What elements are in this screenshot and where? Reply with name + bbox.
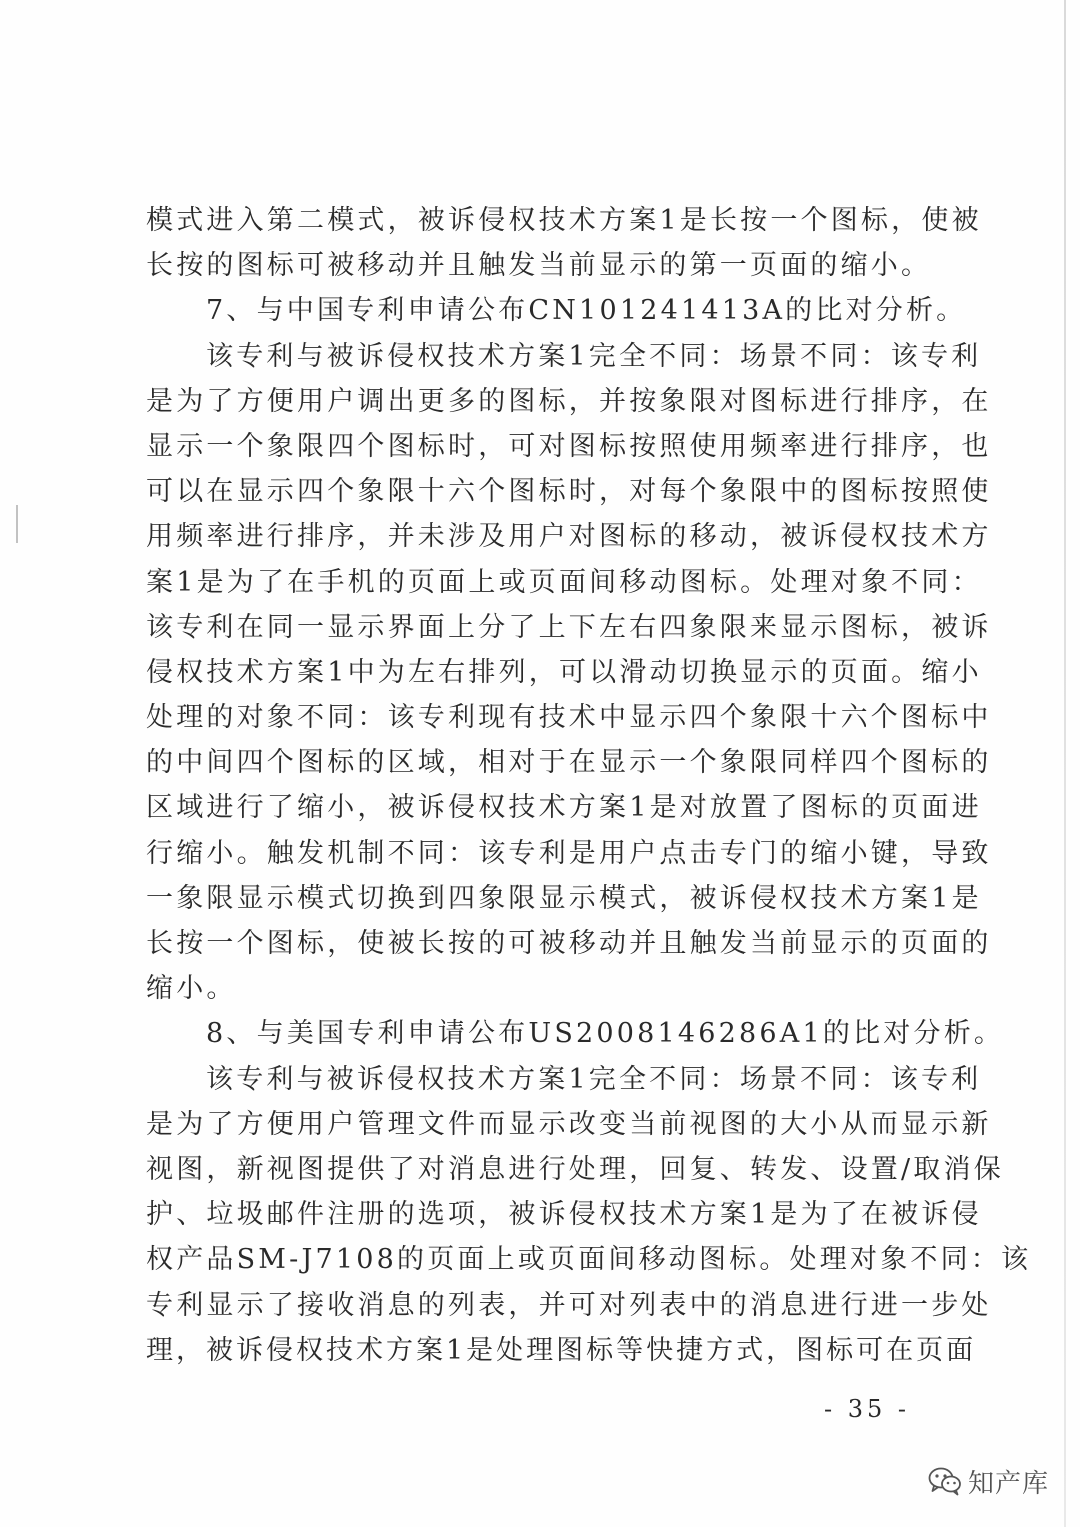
- text-line: 长按的图标可被移动并且触发当前显示的第一页面的缩小。: [146, 250, 932, 282]
- text-line: 视图，新视图提供了对消息进行处理，回复、转发、设置/取消保: [146, 1153, 1004, 1185]
- text-line: 行缩小。触发机制不同：该专利是用户点击专门的缩小键，导致: [146, 837, 992, 869]
- watermark: [928, 1461, 1049, 1501]
- text-line: 显示一个象限四个图标时，可对图标按照使用频率进行排序，也: [146, 430, 992, 462]
- text-line: 缩小。: [146, 973, 237, 1005]
- text-line: 用频率进行排序，并未涉及用户对图标的移动，被诉侵权技术方: [146, 521, 992, 553]
- section-heading-8: 8、与美国专利申请公布US2008146286A1的比对分析。: [206, 1018, 1005, 1050]
- text-line: 是为了方便用户调出更多的图标，并按象限对图标进行排序，在: [146, 385, 992, 417]
- text-line: 模式进入第二模式，被诉侵权技术方案1是长按一个图标，使被: [146, 205, 982, 236]
- text-line: 处理的对象不同：该专利现有技术中显示四个象限十六个图标中: [146, 702, 992, 734]
- text-line: 一象限显示模式切换到四象限显示模式，被诉侵权技术方案1是: [146, 882, 982, 914]
- text-line: 护、垃圾邮件注册的选项，被诉侵权技术方案1是为了在被诉侵: [146, 1199, 982, 1231]
- text-line: 理，被诉侵权技术方案1是处理图标等快捷方式，图标可在页面: [146, 1334, 977, 1366]
- text-line: 长按一个图标，使被长按的可被移动并且触发当前显示的页面的: [146, 928, 992, 959]
- page-number: - 35 -: [824, 1395, 911, 1423]
- scan-mark: [16, 505, 18, 543]
- text-line: 该专利在同一显示界面上分了上下左右四象限来显示图标，被诉: [146, 611, 992, 643]
- text-line: 案1是为了在手机的页面上或页面间移动图标。处理对象不同：: [146, 566, 982, 598]
- watermark-text: 知产库: [968, 1468, 1050, 1499]
- text-line: 区域进行了缩小，被诉侵权技术方案1是对放置了图标的页面进: [146, 792, 982, 824]
- text-line: 专利显示了接收消息的列表，并可对列表中的消息进行进一步处: [146, 1289, 992, 1321]
- text-line: 该专利与被诉侵权技术方案1完全不同：场景不同：该专利: [206, 340, 982, 372]
- text-line: 侵权技术方案1中为左右排列，可以滑动切换显示的页面。缩小: [146, 656, 982, 688]
- text-line: 可以在显示四个象限十六个图标时，对每个象限中的图标按照使: [146, 476, 992, 508]
- scan-edge: [1064, 0, 1066, 1527]
- document-body: [146, 198, 1032, 1373]
- wechat-icon: [928, 1466, 962, 1496]
- text-line: 该专利与被诉侵权技术方案1完全不同：场景不同：该专利: [206, 1063, 982, 1095]
- text-line: 是为了方便用户管理文件而显示改变当前视图的大小从而显示新: [146, 1108, 992, 1140]
- section-heading-7: 7、与中国专利申请公布CN101241413A的比对分析。: [206, 295, 967, 327]
- text-line: 的中间四个图标的区域，相对于在显示一个象限同样四个图标的: [146, 747, 992, 779]
- text-line: 权产品SM-J7108的页面上或页面间移动图标。处理对象不同：该: [146, 1244, 1032, 1276]
